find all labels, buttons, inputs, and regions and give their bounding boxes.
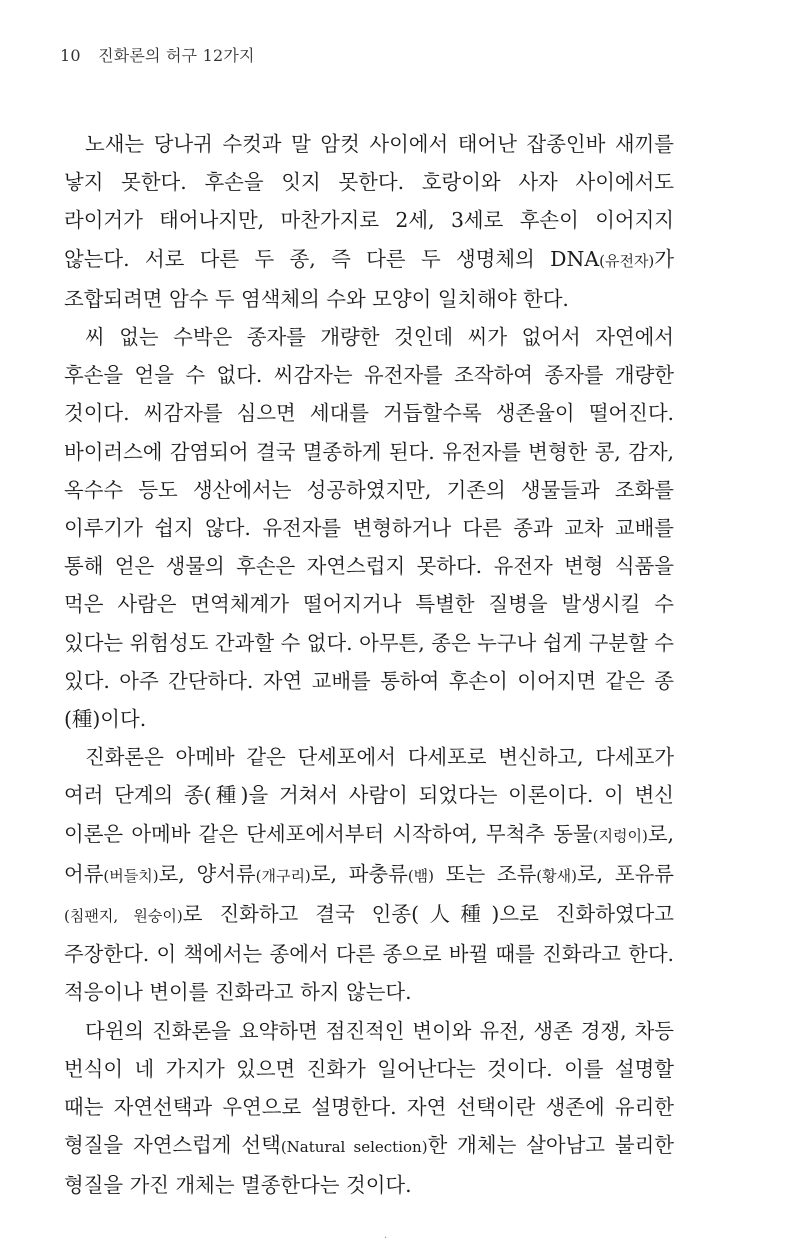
- parenthetical-note: (개구리): [255, 866, 311, 885]
- paragraph: [64, 1012, 674, 1205]
- text-run: 노새는 당나귀 수컷과 말 암컷 사이에서 태어난 잡종인바 새끼를 낳지 못한다. 후손을 잇지 못한다. 호랑이와 사자 사이에서도 라이거가 태어나지만, 마찬가지로 2세, 3세로 후손이 이어지지 않는다. 서로 다른 두 종, 즉 다른 두 생명체의 DNA: [64, 132, 674, 271]
- text-run: 한 개체는 살아남고 불리한 형질을 가진 개체는 멸종한다는 것이다.: [64, 1133, 674, 1198]
- parenthetical-note: (침팬지, 원숭이): [64, 907, 183, 926]
- parenthetical-note: (버들치): [103, 866, 159, 885]
- text-run: 다윈의 진화론을 요약하면 점진적인 변이와 유전, 생존 경쟁, 차등 번식이 네 가지가 있으면 진화가 일어난다는 것이다. 이를 설명할 때는 자연선택과 우연으로 설명한다. 자연 선택이란 생존에 유리한 형질을 자연스럽게 선택: [64, 1018, 674, 1158]
- body-text: [64, 125, 674, 1205]
- book-title: 진화론의 허구 12가지: [98, 46, 255, 65]
- parenthetical-note: (지렁이): [592, 826, 648, 845]
- text-run: 로, 양서류: [158, 861, 256, 886]
- text-run: 로, 파충류: [310, 861, 408, 886]
- parenthetical-note: (Natural selection): [280, 1138, 428, 1157]
- text-run: 로, 어류: [64, 821, 674, 886]
- text-run: 로 진화하고 결국 인종(人種)으로 진화하였다고 주장한다. 이 책에서는 종에서 다른 종으로 바뀔 때를 진화라고 한다. 적응이나 변이를 진화라고 하지 않는다.: [64, 902, 674, 1005]
- text-run: 씨 없는 수박은 종자를 개량한 것인데 씨가 없어서 자연에서 후손을 얻을 수 없다. 씨감자는 유전자를 조작하여 종자를 개량한 것이다. 씨감자를 심으면 세대를 거듭할수록 생존율이 떨어진다. 바이러스에 감염되어 결국 멸종하게 된다. 유전자를 변형한 콩, 감자, 옥수수 등도 생산에서는 성공하였지만, 기존의 생물들과 조화를 이루기가 쉽지 않다. 유전자를 변형하거나 다른 종과 교차 교배를 통해 얻은 생물의 후손은 자연스럽지 못하다. 유전자 변형 식품을 먹은 사람은 면역체계가 떨어지거나 특별한 질병을 발생시킬 수 있다는 위험성도 간과할 수 없다. 아무튼, 종은 누구나 쉽게 구분할 수 있다. 아주 간단하다. 자연 교배를 통하여 후손이 이어지면 같은 종(種)이다.: [64, 325, 674, 732]
- text-run: 가 조합되려면 암수 두 염색체의 수와 모양이 일치해야 한다.: [64, 246, 674, 311]
- parenthetical-note: (황새): [536, 866, 577, 885]
- text-run: 또는 조류: [434, 861, 537, 886]
- running-head: [60, 43, 255, 66]
- paragraph: [64, 125, 674, 318]
- paragraph: [64, 738, 674, 1011]
- footer-mark: .: [384, 1230, 388, 1241]
- parenthetical-note: (뱀): [407, 866, 435, 885]
- text-run: 로, 포유류: [576, 861, 674, 886]
- paragraph: [64, 318, 674, 738]
- parenthetical-note: (유전자): [599, 251, 655, 270]
- text-run: 진화론은 아메바 같은 단세포에서 다세포로 변신하고, 다세포가 여러 단계의 종(種)을 거쳐서 사람이 되었다는 이론이다. 이 변신 이론은 아메바 같은 단세포에서부터 시작하여, 무척추 동물: [64, 745, 674, 846]
- page-number: 10: [60, 46, 81, 65]
